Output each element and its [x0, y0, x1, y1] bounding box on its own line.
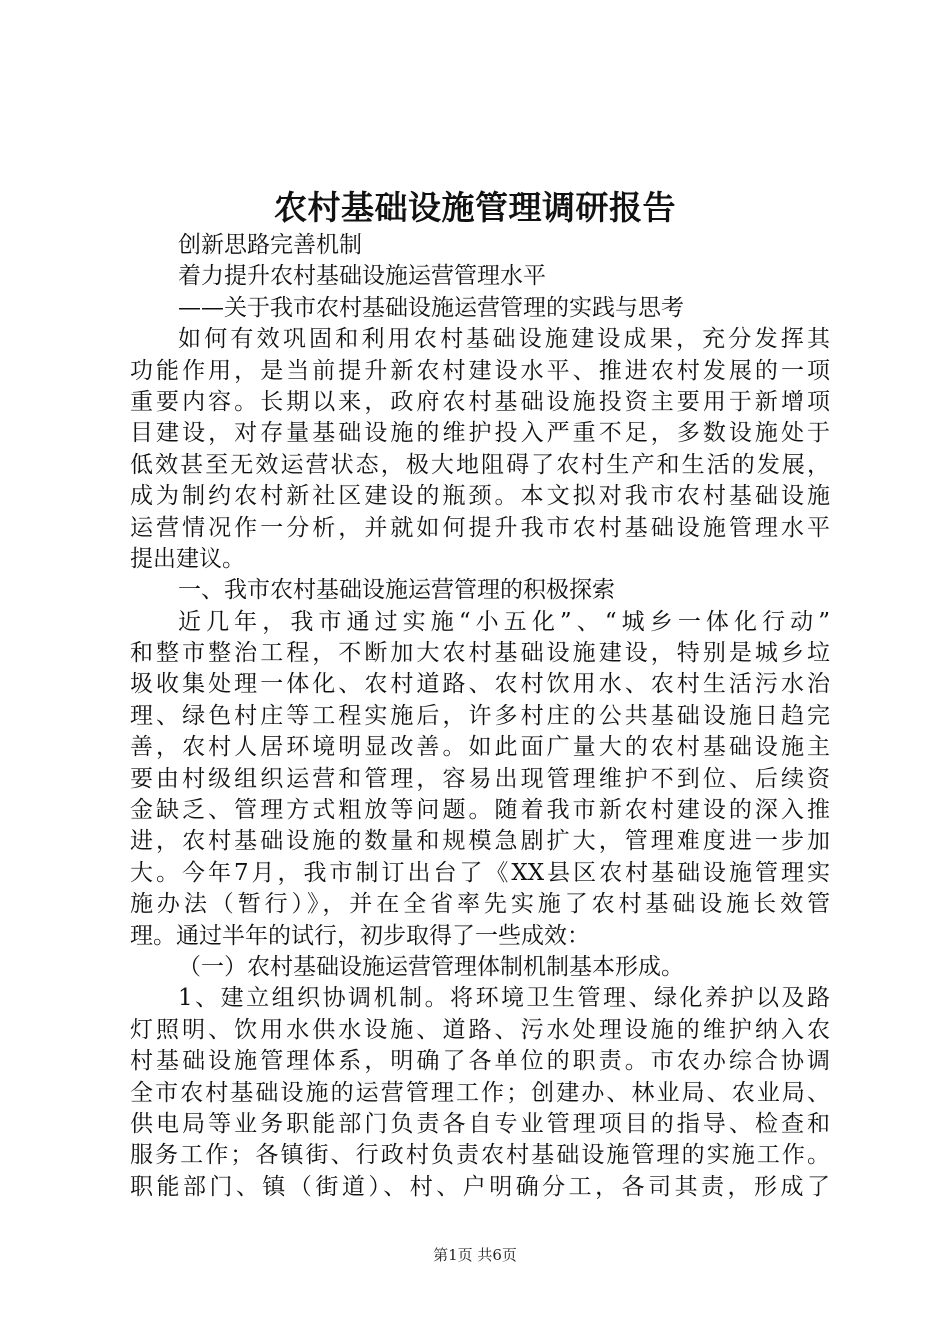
document-title: 农村基础设施管理调研报告 [274, 188, 676, 227]
text-line: 和整市整治工程，不断加大农村基础设施建设，特别是城乡垃 [130, 640, 830, 667]
text-line: 提出建议。 [130, 545, 245, 572]
text-line: 1、建立组织协调机制。将环境卫生管理、绿化养护以及路 [178, 985, 830, 1012]
text-line: 金缺乏、管理方式粗放等问题。随着我市新农村建设的深入推 [130, 797, 830, 824]
text-line: 进，农村基础设施的数量和规模急剧扩大，管理难度进一步加 [130, 828, 830, 855]
text-line: ——关于我市农村基础设施运营管理的实践与思考 [178, 294, 684, 321]
text-line: 理、绿色村庄等工程实施后，许多村庄的公共基础设施日趋完 [130, 702, 830, 729]
text-line: 职能部门、镇（街道）、村、户明确分工，各司其责，形成了 [130, 1173, 830, 1200]
text-line: 供电局等业务职能部门负责各自专业管理项目的指导、检查和 [130, 1110, 830, 1137]
text-line: 大。今年7月，我市制订出台了《XX县区农村基础设施管理实 [130, 859, 830, 886]
text-line: 服务工作；各镇街、行政村负责农村基础设施管理的实施工作。 [130, 1142, 830, 1169]
page-footer: 第1页 共6页 [433, 1246, 517, 1264]
text-line: 重要内容。长期以来，政府农村基础设施投资主要用于新增项 [130, 388, 830, 415]
text-line: 灯照明、饮用水供水设施、道路、污水处理设施的维护纳入农 [130, 1016, 830, 1043]
text-line: 成为制约农村新社区建设的瓶颈。本文拟对我市农村基础设施 [130, 483, 830, 510]
text-line: 近几年，我市通过实施“小五化”、“城乡一体化行动” [178, 608, 830, 635]
text-line: 要由村级组织运营和管理，容易出现管理维护不到位、后续资 [130, 765, 830, 792]
text-line: 创新思路完善机制 [178, 232, 362, 258]
text-line: 理。通过半年的试行，初步取得了一些成效： [130, 922, 590, 949]
text-line: 低效甚至无效运营状态，极大地阻碍了农村生产和生活的发展， [130, 451, 830, 478]
text-line: 善，农村人居环境明显改善。如此面广量大的农村基础设施主 [130, 734, 830, 761]
text-line: 一、我市农村基础设施运营管理的积极探索 [178, 577, 615, 604]
text-line: 村基础设施管理体系，明确了各单位的职责。市农办综合协调 [130, 1048, 830, 1075]
text-line: 如何有效巩固和利用农村基础设施建设成果，充分发挥其 [178, 326, 830, 353]
text-line: 全市农村基础设施的运营管理工作；创建办、林业局、农业局、 [130, 1079, 830, 1106]
text-line: 着力提升农村基础设施运营管理水平 [178, 263, 546, 290]
text-line: 运营情况作一分析，并就如何提升我市农村基础设施管理水平 [130, 514, 830, 541]
text-line: 目建设，对存量基础设施的维护投入严重不足，多数设施处于 [130, 420, 830, 447]
text-line: 功能作用，是当前提升新农村建设水平、推进农村发展的一项 [130, 357, 830, 384]
text-line: 施办法（暂行）》，并在全省率先实施了农村基础设施长效管 [130, 891, 830, 918]
text-line: 圾收集处理一体化、农村道路、农村饮用水、农村生活污水治 [130, 671, 830, 698]
document-body [130, 230, 830, 1203]
text-line: （一）农村基础设施运营管理体制机制基本形成。 [178, 953, 684, 980]
